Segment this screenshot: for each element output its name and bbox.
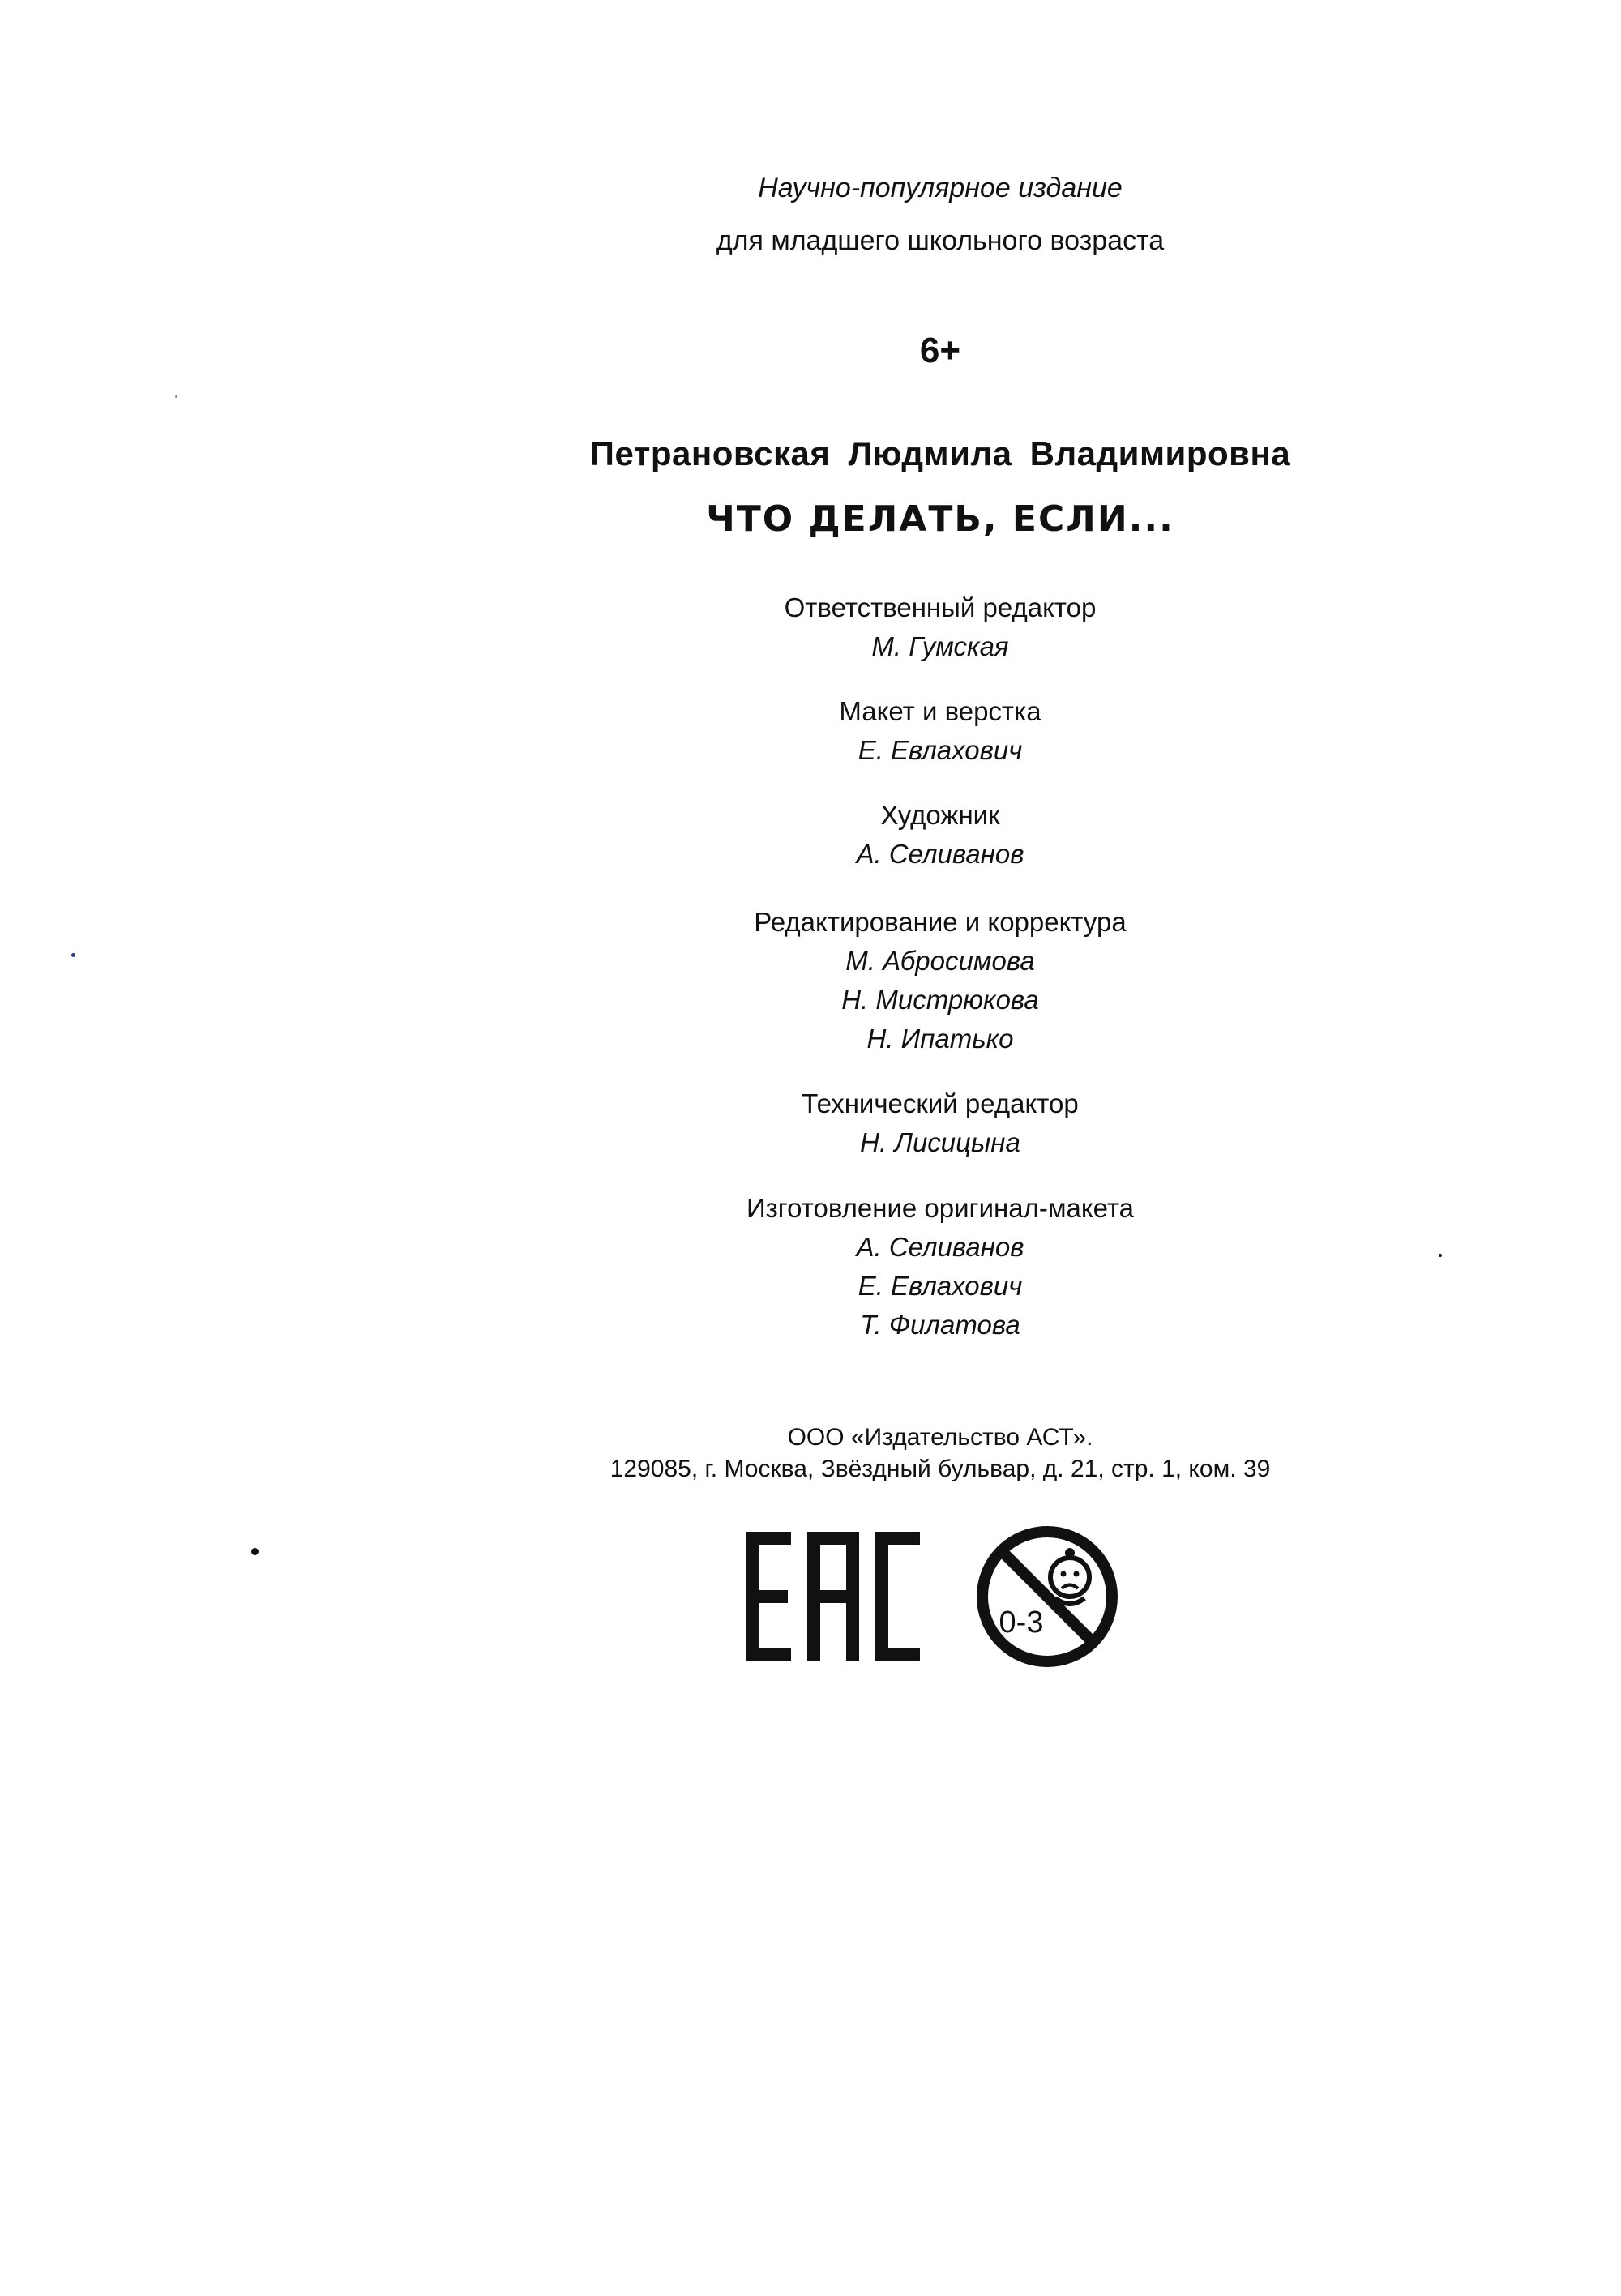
credit-role: Макет и верстка bbox=[839, 696, 1041, 726]
credit-role: Изготовление оригинал-макета bbox=[746, 1193, 1135, 1223]
credit-name: Н. Лисицына bbox=[860, 1127, 1020, 1157]
age-rating: 6+ bbox=[919, 331, 961, 370]
credit-name: Е. Евлахович bbox=[858, 1271, 1023, 1301]
credit-name: М. Гумская bbox=[871, 631, 1009, 661]
age-warning-label: 0-3 bbox=[999, 1605, 1044, 1640]
credit-name: Н. Мистрюкова bbox=[841, 985, 1039, 1015]
author-name: Петрановская Людмила Владимировна bbox=[589, 434, 1291, 472]
publisher-address: 129085, г. Москва, Звёздный бульвар, д. 21, стр. 1, ком. 39 bbox=[609, 1456, 1271, 1482]
eac-conformity-mark-icon bbox=[746, 1532, 920, 1661]
scan-speck bbox=[71, 953, 75, 957]
credit-role: Технический редактор bbox=[802, 1088, 1079, 1118]
scan-speck bbox=[251, 1548, 259, 1555]
credit-name: А. Селиванов bbox=[856, 839, 1024, 869]
not-for-children-0-3-icon bbox=[974, 1524, 1120, 1670]
credit-role: Редактирование и корректура bbox=[754, 907, 1127, 937]
book-title: ЧТО ДЕЛАТЬ, ЕСЛИ... bbox=[706, 498, 1174, 540]
credit-name: Е. Евлахович bbox=[858, 735, 1023, 765]
credit-name: Н. Ипатько bbox=[866, 1024, 1014, 1054]
credit-name: М. Абросимова bbox=[845, 946, 1035, 976]
conformity-marks bbox=[746, 1524, 1127, 1678]
credit-name: Т. Филатова bbox=[860, 1310, 1020, 1340]
scan-speck bbox=[175, 395, 177, 398]
credit-name: А. Селиванов bbox=[856, 1232, 1024, 1262]
credit-role: Ответственный редактор bbox=[784, 592, 1097, 622]
publisher-name: ООО «Издательство АСТ». bbox=[787, 1424, 1093, 1451]
edition-type: Научно-популярное издание bbox=[758, 173, 1123, 203]
credit-role: Художник bbox=[880, 800, 1000, 830]
scan-speck bbox=[1439, 1254, 1442, 1257]
audience: для младшего школьного возраста bbox=[716, 225, 1165, 256]
